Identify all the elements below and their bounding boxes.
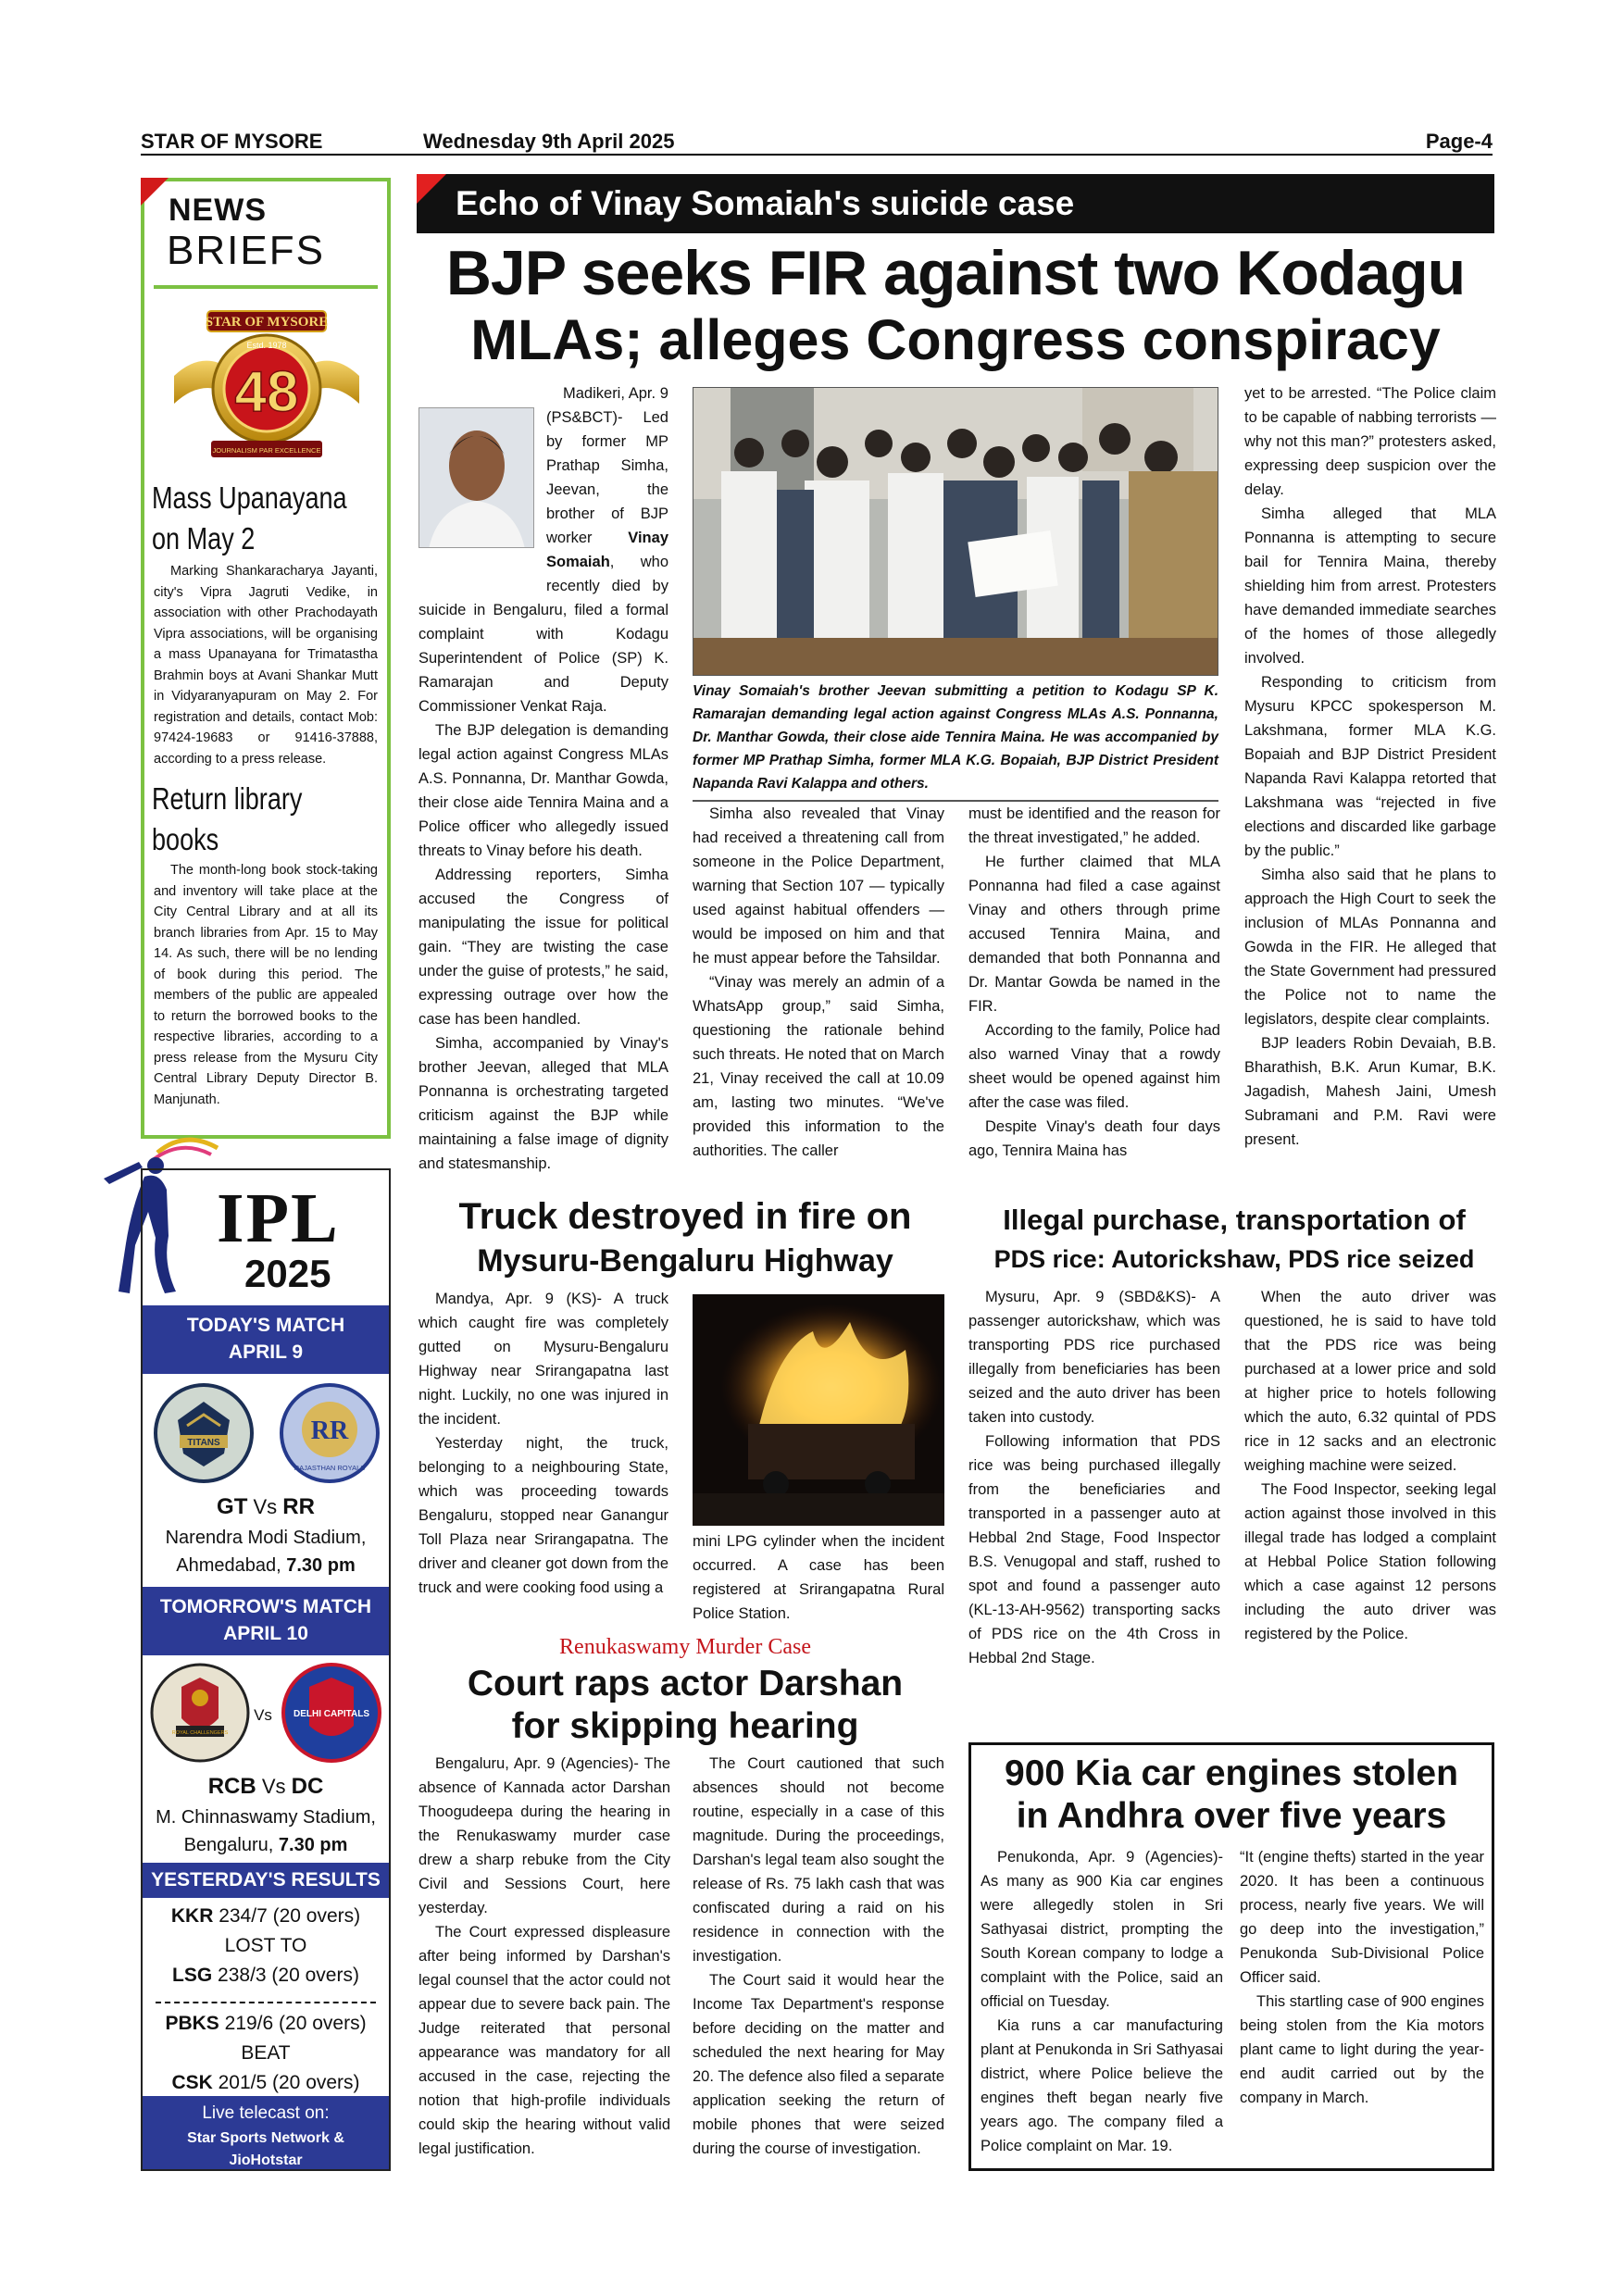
r2-team: LSG xyxy=(172,1965,213,1986)
truck-col1 xyxy=(418,1287,668,1600)
logo-estd: Estd. 1978 xyxy=(246,341,287,350)
darshan-headline-1: Court raps actor Darshan xyxy=(467,1664,904,1703)
star-of-mysore-48-logo xyxy=(165,304,369,470)
darshan-p3: The Court cautioned that such absences should not become routine, especially in a case of this magnitude. During the proceedings, Darshan's legal team also sought the release of Rs. 75 lakh cash that was confiscated during a raid on his residence in connection with the investigation. xyxy=(693,1755,944,1965)
results-label: YESTERDAY'S RESULTS xyxy=(151,1869,381,1890)
r1-result: LOST TO xyxy=(224,1935,307,1956)
tomorrow-team2: DC xyxy=(291,1774,324,1799)
briefs-title-news: NEWS xyxy=(169,193,267,228)
darshan-p2: The Court expressed displeasure after being informed by Darshan's legal counsel that the actor could not appear due to severe back pain. The Judge reiterated that personal appearance was mandatory for all accused in the case, rejecting the notion that high-profile individuals could skip the hearing without valid legal justification. xyxy=(418,1924,670,2157)
results-divider xyxy=(156,1990,376,2003)
truck-col2 xyxy=(693,1529,944,1626)
pds-headline-2: PDS rice: Autorickshaw, PDS rice seized xyxy=(993,1245,1475,1273)
r3-result: BEAT xyxy=(241,2042,291,2064)
result-row xyxy=(143,1902,389,1931)
logo-number: 48 xyxy=(234,360,299,424)
main-col3-p3: According to the family, Police had also warned Vinay that a rowdy sheet would be opened against him after the case was filed. xyxy=(968,1022,1220,1111)
kia-col1 xyxy=(981,1845,1223,2158)
darshan-col2 xyxy=(693,1752,944,2161)
pds-col1 xyxy=(968,1285,1220,1670)
today-vs: Vs xyxy=(253,1495,278,1518)
r4-team: CSK xyxy=(171,2072,213,2093)
main-col1-p4: Simha, accompanied by Vinay's brother Jeevan, alleged that MLA Ponnanna is orchestrating targeted criticism against the BJP while maintaining a false image of dignity and statesmanship. xyxy=(418,1035,668,1172)
truck-headline-2: Mysuru-Bengaluru Highway xyxy=(477,1243,893,1279)
today-teams xyxy=(143,1494,389,1520)
tomorrow-venue-block xyxy=(146,1803,385,1859)
main-col4-p2: Simha alleged that MLA Ponnanna is attempting to secure bail for Tennira Maina, thereby shielding him from arrest. Protesters have demanded immediate searches of the homes of those allegedly involved. xyxy=(1244,505,1496,667)
main-kicker: Echo of Vinay Somaiah's suicide case xyxy=(456,184,1075,222)
main-col4-p5: BJP leaders Robin Devaiah, B.B. Bharathish, B.K. Arun Kumar, B.K. Jagadish, Mahesh Jaini, Umesh Subramani and P.M. Ravi were present. xyxy=(1244,1035,1496,1148)
main-col1-p3: Addressing reporters, Simha accused the Congress of manipulating the issue for political gain. “They are twisting the case under the guise of protests,” he said, expressing outrage over how the case has been handled. xyxy=(418,867,668,1028)
kia-p1: Penukonda, Apr. 9 (Agencies)- As many as 900 Kia car engines were allegedly stolen in Sri Sathyasai district, prompting the South Korean company to lodge a complaint with the Police, said an official on Tuesday. xyxy=(981,1849,1223,2010)
tomorrow-team1: RCB xyxy=(207,1774,256,1799)
tomorrow-team-logos xyxy=(146,1659,385,1766)
rcb-lion xyxy=(192,1690,208,1706)
rcb-logo-text: ROYAL CHALLENGERS xyxy=(171,1730,229,1736)
main-headline-2: MLAs; alleges Congress conspiracy xyxy=(470,308,1441,371)
result-row xyxy=(143,2068,389,2098)
pds-col2 xyxy=(1244,1285,1496,1646)
r3-team: PBKS xyxy=(165,2013,219,2034)
today-team2: RR xyxy=(282,1494,315,1519)
today-team-logos xyxy=(150,1381,383,1489)
gt-logo-text: TITANS xyxy=(187,1438,220,1448)
divider xyxy=(154,285,378,289)
telecast-bar xyxy=(143,2096,389,2169)
briefs-title-briefs: BRIEFS xyxy=(167,228,325,273)
r2-score: 238/3 (20 overs) xyxy=(218,1965,359,1986)
main-col4 xyxy=(1244,381,1496,1152)
today-date: APRIL 9 xyxy=(228,1341,304,1363)
kia-p2: Kia runs a car manufacturing plant at Penukonda in Sri Sathyasai district, where Police believe the engines theft began nearly five years ago. The company filed a Police complaint on Mar. 19. xyxy=(981,2017,1223,2154)
ipl-box xyxy=(141,1168,391,2171)
darshan-col1 xyxy=(418,1752,670,2161)
main-col4-p3: Responding to criticism from Mysuru KPCC spokesperson M. Lakshmana, former MLA K.G. Bopaiah and BJP District President Napanda Ravi Kalappa retorted that Lakshmana was “rejected in five elections and discarded like garbage by the public.” xyxy=(1244,674,1496,859)
tomorrow-time: 7.30 pm xyxy=(278,1835,348,1855)
page-number: Page-4 xyxy=(1425,130,1493,153)
r4-score: 201/5 (20 overs) xyxy=(218,2072,360,2093)
today-time: 7.30 pm xyxy=(286,1555,356,1576)
main-col3-p2: He further claimed that MLA Ponnanna had filed a case against Vinay and others through prime accused Tennira Maina, and demanded that both Ponnanna and Dr. Mantar Gowda be named in the FIR. xyxy=(968,854,1220,1015)
darshan-headline-2: for skipping hearing xyxy=(511,1706,859,1746)
main-col1-p1-name: Vinay Somaiah xyxy=(546,530,668,570)
tomorrow-label: TOMORROW'S MATCH xyxy=(159,1596,372,1617)
main-headline-1: BJP seeks FIR against two Kodagu xyxy=(445,238,1466,308)
brief-text-upanayana: Marking Shankaracharya Jayanti, city's Vipra Jagruti Vedike, in association with other Prachodayath Vipra associations, will be organising a mass Upanayana for Trimatastha Brahmin boys at Avani Shankar Mutt in Vidyaranyapuram on May 2. For registration and details, contact Mob: 97424-19683 or 91416-37888, according to a press release. xyxy=(154,564,378,767)
photo-wrap-space xyxy=(418,381,546,578)
main-col2 xyxy=(693,802,944,1163)
main-col2-p2: “Vinay was merely an admin of a WhatsApp group,” said Simha, questioning the rationale behind such threats. He noted that on March 21, Vinay received the call at 10.09 am, lasting two minutes. “We've provided this information to the authorities. The caller xyxy=(693,974,944,1159)
pds-p3: When the auto driver was questioned, he is said to have told that the PDS rice was being purchased at a lower price and sold at higher price to hotels following which the auto, 6.32 quintal of PDS rice in 12 sacks and an electronic weighing machine were seized. xyxy=(1244,1289,1496,1474)
telecast-channels: Star Sports Network & JioHotstar xyxy=(187,2130,344,2168)
brief-title-upanayana: Mass Upanayana on May 2 xyxy=(152,480,347,555)
logo-bat xyxy=(104,1162,143,1184)
kia-p4: This startling case of 900 engines being stolen from the Kia motors plant came to light during the year-end audit carried out by the company in March. xyxy=(1240,1993,1484,2106)
truck-fire-photo xyxy=(693,1294,944,1526)
kia-box xyxy=(968,1742,1494,2171)
kia-col2 xyxy=(1240,1845,1484,2110)
today-team1: GT xyxy=(217,1494,248,1519)
yesterday-results-bar xyxy=(143,1863,389,1898)
kicker-bar xyxy=(417,174,1494,233)
truck-p1: Mandya, Apr. 9 (KS)- A truck which caught fire was completely gutted on Mysuru-Bengaluru Highway near Srirangapatna last night. Luckily, no one was injured in the incident. xyxy=(418,1291,668,1428)
main-col4-p1: yet to be arrested. “The Police claim to be capable of nabbing terrorists — why not this man?” protesters asked, expressing deep suspicion over the delay. xyxy=(1244,385,1496,498)
today-venue-block xyxy=(148,1524,383,1579)
brief-text-library: The month-long book stock-taking and inventory will take place at the City Central Library and at all its branch libraries from Apr. 15 to May 14. As such, there will be no lending of book during this period. The members of the public are appealed to return the borrowed books to the respective libraries, according to a press release from the Mysuru City Central Library Deputy Director B. Manjunath. xyxy=(154,863,378,1107)
logo-motto: JOURNALISM PAR EXCELLENCE xyxy=(212,446,321,455)
kia-headline-1: 900 Kia car engines stolen xyxy=(1005,1753,1458,1793)
r3-score: 219/6 (20 overs) xyxy=(224,2013,367,2034)
dc-logo-text: DELHI CAPITALS xyxy=(293,1709,370,1719)
truck-body xyxy=(748,1424,915,1479)
darshan-kicker: Renukaswamy Murder Case xyxy=(559,1635,811,1659)
result-row xyxy=(143,2009,389,2039)
ipl-title: IPL xyxy=(217,1179,340,1257)
truck-headline-1: Truck destroyed in fire on xyxy=(458,1196,912,1237)
photo-caption: Vinay Somaiah's brother Jeevan submitting a petition to Kodagu SP K. Ramarajan demanding legal action against Congress MLAs A.S. Ponnanna, Dr. Manthar Gowda, their close aide Tennira Maina. He was accompanied by former MP Prathap Simha, former MLA K.G. Bopaiah, BJP District President Napanda Ravi Kalappa and others. xyxy=(693,683,1218,792)
kia-p3: “It (engine thefts) started in the year 2020. It has been a continuous process, nearly five years. We will go deep into the investigation,” Penukonda Sub-Divisional Police Officer said. xyxy=(1240,1849,1484,1986)
corner-accent xyxy=(141,178,169,206)
today-label: TODAY'S MATCH xyxy=(186,1315,345,1336)
ipl-year: 2025 xyxy=(244,1252,331,1295)
r1-team: KKR xyxy=(170,1905,214,1927)
petition-scene xyxy=(693,388,1218,676)
truck-p2: Yesterday night, the truck, belonging to a neighbouring State, which was proceeding towards Bengaluru, stopped near Ganangur Toll Plaza near Srirangapatna. The driver and cleaner got down from the truck and were cooking food using a xyxy=(418,1435,668,1596)
main-col3 xyxy=(968,802,1220,1163)
main-col2-p1: Simha also revealed that Vinay had received a threatening call from someone in the Police Department, warning that Section 107 — typically used against habitual offenders — would be imposed on him and that he must appear before the Tahsildar. xyxy=(693,805,944,967)
today-match-bar xyxy=(143,1305,389,1374)
tomorrow-vs: Vs xyxy=(261,1775,286,1798)
results-list xyxy=(143,1902,389,2098)
main-col1-p2: The BJP delegation is demanding legal action against Congress MLAs A.S. Ponnanna, Dr. Manthar Gowda, their close aide Tennira Maina and a Police officer who allegedly issued threats to Vinay before his death. xyxy=(418,722,668,859)
main-col3-p1: must be identified and the reason for the threat investigated,” he added. xyxy=(968,805,1220,846)
pds-p1: Mysuru, Apr. 9 (SBD&KS)- A passenger autorickshaw, which was transporting PDS rice purchased illegally from beneficiaries has been seized and the auto driver has been taken into custody. xyxy=(968,1289,1220,1426)
pds-p4: The Food Inspector, seeking legal action against those involved in this illegal trade has lodged a complaint at Hebbal Police Station following which a case against 12 persons including the auto driver was registered by the Police. xyxy=(1244,1481,1496,1642)
brief-title-library: Return library books xyxy=(152,781,303,856)
r1-score: 234/7 (20 overs) xyxy=(219,1905,361,1927)
main-col1-p1-b: , who recently died by suicide in Bengaluru, filed a formal complaint with Kodagu Superintendent of Police (SP) K. Ramarajan and Deputy Commissioner Venkat Raja. xyxy=(418,554,668,715)
corner-accent xyxy=(417,174,446,204)
issue-date: Wednesday 9th April 2025 xyxy=(423,130,675,153)
rr-logo-text: RAJASTHAN ROYALS xyxy=(294,1464,366,1472)
tomorrow-match-bar xyxy=(143,1587,389,1655)
main-col1 xyxy=(418,381,668,1176)
result-row xyxy=(143,1961,389,1990)
main-col4-p4: Simha also said that he plans to approach the High Court to seek the inclusion of MLAs Ponnanna and Gowda in the FIR. He alleged that the State Government had pressured the Police not to name the legislators, despite clear complaints. xyxy=(1244,867,1496,1028)
news-briefs-box xyxy=(141,178,391,1139)
pds-p2: Following information that PDS rice was being purchased illegally from the beneficiaries and transported in a passenger auto at Hebbal 2nd Stage, Food Inspector B.S. Venugopal and staff, rushed to spot and found a passenger auto (KL-13-AH-9562) transporting sacks of PDS rice on the 4th Cross in Hebbal 2nd Stage. xyxy=(968,1433,1220,1666)
paper-name: STAR OF MYSORE xyxy=(141,130,323,153)
dc-shield xyxy=(309,1678,354,1736)
petition-photo xyxy=(693,387,1218,676)
fire-scene xyxy=(693,1294,944,1526)
main-col1-p1-a: Madikeri, Apr. 9 (PS&BCT)- Led by former MP Prathap Simha, Jeevan, the brother of BJP worker xyxy=(546,385,668,546)
logos-vs: Vs xyxy=(254,1706,272,1724)
telecast-label: Live telecast on: xyxy=(202,2103,330,2123)
darshan-p4: The Court said it would hear the Income Tax Department's response before deciding on the matter and scheduled the next hearing for May 20. The defence also filed a separate application seeking the return of mobile phones that were seized during the course of investigation. xyxy=(693,1972,944,2157)
kia-headline-2: in Andhra over five years xyxy=(1016,1796,1447,1836)
logo-name: STAR OF MYSORE xyxy=(205,315,329,330)
page-header xyxy=(141,128,1493,156)
tomorrow-teams xyxy=(143,1774,389,1800)
today-venue: Narendra Modi Stadium, Ahmedabad, xyxy=(165,1528,367,1576)
darshan-p1: Bengaluru, Apr. 9 (Agencies)- The absence of Kannada actor Darshan Thoogudeepa during the hearing in the Renukaswamy murder case drew a sharp rebuke from the City Civil and Sessions Court, here yesterday. xyxy=(418,1755,670,1916)
tomorrow-venue: M. Chinnaswamy Stadium, Bengaluru, xyxy=(156,1807,376,1855)
main-col3-p4: Despite Vinay's death four days ago, Tennira Maina has xyxy=(968,1118,1220,1159)
pds-headline-1: Illegal purchase, transportation of xyxy=(1003,1204,1466,1236)
rr-monogram: RR xyxy=(310,1416,349,1445)
tomorrow-date: APRIL 10 xyxy=(223,1623,308,1644)
truck-p3: mini LPG cylinder when the incident occurred. A case has been registered at Srirangapatna Rural Police Station. xyxy=(693,1533,944,1622)
